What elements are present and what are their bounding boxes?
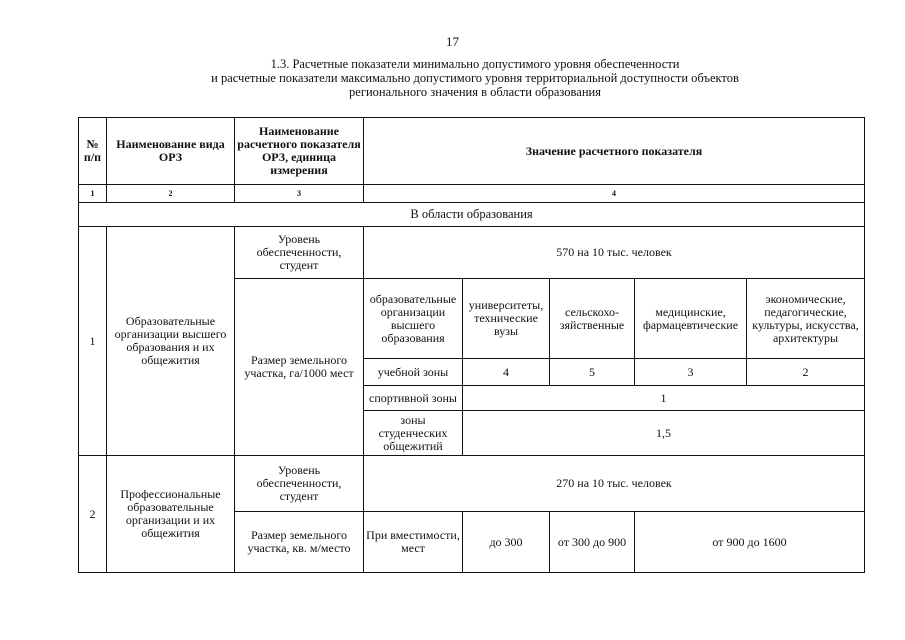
category-cell: университеты, технические вузы [463,279,550,359]
section-row [79,203,865,227]
dorm-zone-label: зоны студенческих общежитий [364,411,463,456]
header-row [79,118,865,185]
document-title [150,57,800,99]
title-line-3: регионального значения в области образования [349,85,601,99]
column-number: 2 [107,185,235,203]
capacity-range: от 900 до 1600 [635,512,865,573]
row-2-land-label: Размер земельного участка, кв. м/место [235,512,364,573]
column-number: 3 [235,185,364,203]
row-1-subheader: образовательные организации высшего образования [364,279,463,359]
capacity-label: При вместимости, мест [364,512,463,573]
row-1-type: Образовательные организации высшего образования и их общежития [107,227,235,456]
title-line-1: 1.3. Расчетные показатели минимально допустимого уровня обеспеченности [270,57,680,71]
category-cell: сельскохо-зяйственные [550,279,635,359]
category-cell: экономические, педагогические, культуры, искусства, архитектуры [747,279,865,359]
study-zone-label: учебной зоны [364,359,463,386]
column-number: 1 [79,185,107,203]
header-type: Наименование вида ОРЗ [107,118,235,185]
row-1-number: 1 [79,227,107,456]
section-title: В области образования [79,203,865,227]
row-1-level-label: Уровень обеспеченности, студент [235,227,364,279]
study-zone-value: 5 [550,359,635,386]
header-value: Значение расчетного показателя [364,118,865,185]
study-zone-value: 4 [463,359,550,386]
indicators-table [78,117,865,573]
row-1-land-label: Размер земельного участка, га/1000 мест [235,279,364,456]
row-2-type: Профессиональные образовательные организации и их общежития [107,456,235,573]
capacity-range: до 300 [463,512,550,573]
column-number: 4 [364,185,865,203]
title-line-2: и расчетные показатели максимально допустимого уровня территориальной доступности объектов [211,71,739,85]
header-indicator: Наименование расчетного показателя ОРЗ, единица измерения [235,118,364,185]
sport-zone-label: спортивной зоны [364,386,463,411]
sport-zone-value: 1 [463,386,865,411]
row-2-level-value: 270 на 10 тыс. человек [364,456,865,512]
capacity-range: от 300 до 900 [550,512,635,573]
page-number: 17 [446,34,459,49]
row-2-level [79,456,865,512]
column-number-row [79,185,865,203]
study-zone-value: 3 [635,359,747,386]
row-2-number: 2 [79,456,107,573]
study-zone-value: 2 [747,359,865,386]
row-2-level-label: Уровень обеспеченности, студент [235,456,364,512]
category-cell: медицинские, фармацевтические [635,279,747,359]
header-num: № п/п [79,118,107,185]
row-1-level [79,227,865,279]
dorm-zone-value: 1,5 [463,411,865,456]
row-1-level-value: 570 на 10 тыс. человек [364,227,865,279]
